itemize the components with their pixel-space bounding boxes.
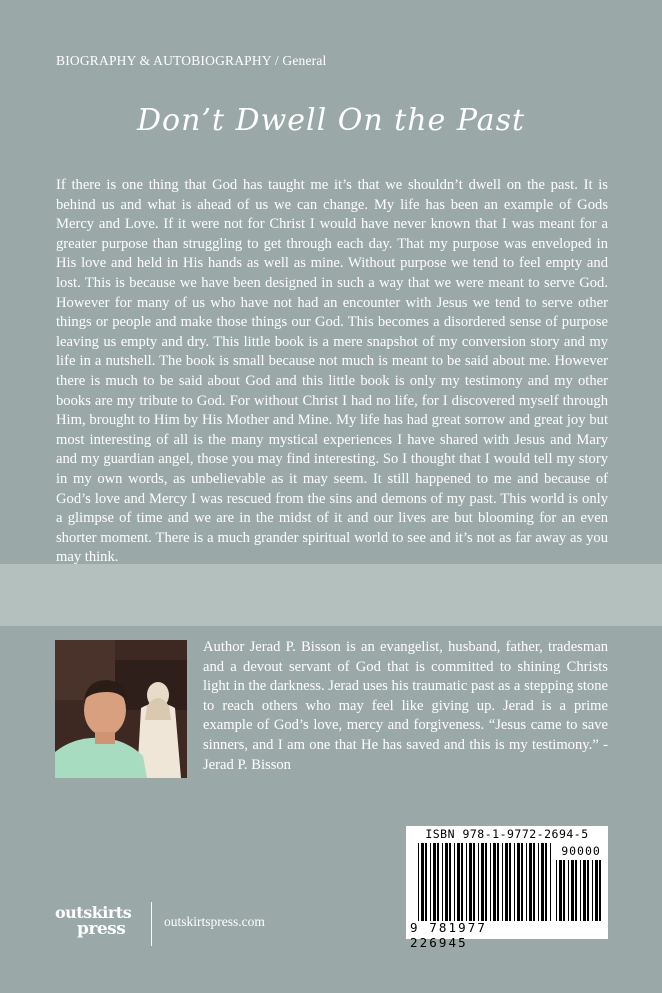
logo-word-top: outskirts [55, 903, 132, 922]
logo-divider [151, 902, 152, 946]
price-code: 90000 [561, 844, 601, 858]
logo-word-bottom: press [77, 919, 126, 939]
addon-barcode-bars [556, 860, 604, 921]
publisher-website: outskirtspress.com [164, 914, 265, 929]
back-cover-blurb: If there is one thing that God has taught me it’s that we shouldn’t dwell on the past. It is behind us and what is ahead of us we can change. My life has been an example of Gods Mercy and Love. If it were not for Christ I would have never known that I was meant for a greater purpose than struggling to get through each day. That my purpose was enveloped in His love and held in His hands as well as mine. Without purpose we tend to feel empty and lost. This is because we have been designed in such a way that we were meant to serve God. However for many of us who have not had an encounter with Jesus we tend to serve other things or people and make those things our God. This becomes a disordered sense of purpose leaving us empty and dry. This little book is a mere snapshot of my conversion story and my life in a nutshell. The book is small because not much is meant to be said about me. However there is much to be said about God and this little book is only my testimony and my other books are my tribute to God. For without Christ I had no life, for I discovered myself through Him, brought to Him by His Mother and Mine. My life has had great sorrow and great joy but most interesting of all is the many mystical experiences I have shared with Jesus and Mary and my guardian angel, those you may find interesting. So I thought that I would tell my story in my own words, as unbelievable as it may seem. It still happened to me and because of God’s love and Mercy I was rescued from the sins and demons of my past. This world is only a glimpse of time and we are in the midst of it and our lives are but blooming for an even shorter moment. There is a much grander spiritual world to see and it’s not as far away as you may think. [56, 177, 608, 566]
light-band [0, 564, 662, 626]
isbn-barcode [406, 826, 608, 950]
book-category: BIOGRAPHY & AUTOBIOGRAPHY / General [56, 53, 327, 68]
ean-barcode-bars [418, 843, 552, 921]
author-bio: Author Jerad P. Bisson is an evangelist, husband, father, tradesman and a devout servant of God that is committed to shining Christs light in the darkness. Jerad uses his traumatic past as a stepping stone to reach others who may feel like giving up. Jerad is a prime example of God’s love, mercy and forgiveness. “Jesus came to save sinners, and I am one that He has saved and this is my testimony.” -Jerad P. Bisson [203, 639, 608, 773]
author-photo [55, 640, 187, 778]
publisher-logo [55, 899, 145, 947]
book-title: Don’t Dwell On the Past [136, 103, 526, 138]
ean-digits: 9 781977 226945 [410, 920, 488, 950]
isbn-label: ISBN 978-1-9772-2694-5 [425, 827, 589, 841]
author-portrait-image [55, 640, 187, 778]
